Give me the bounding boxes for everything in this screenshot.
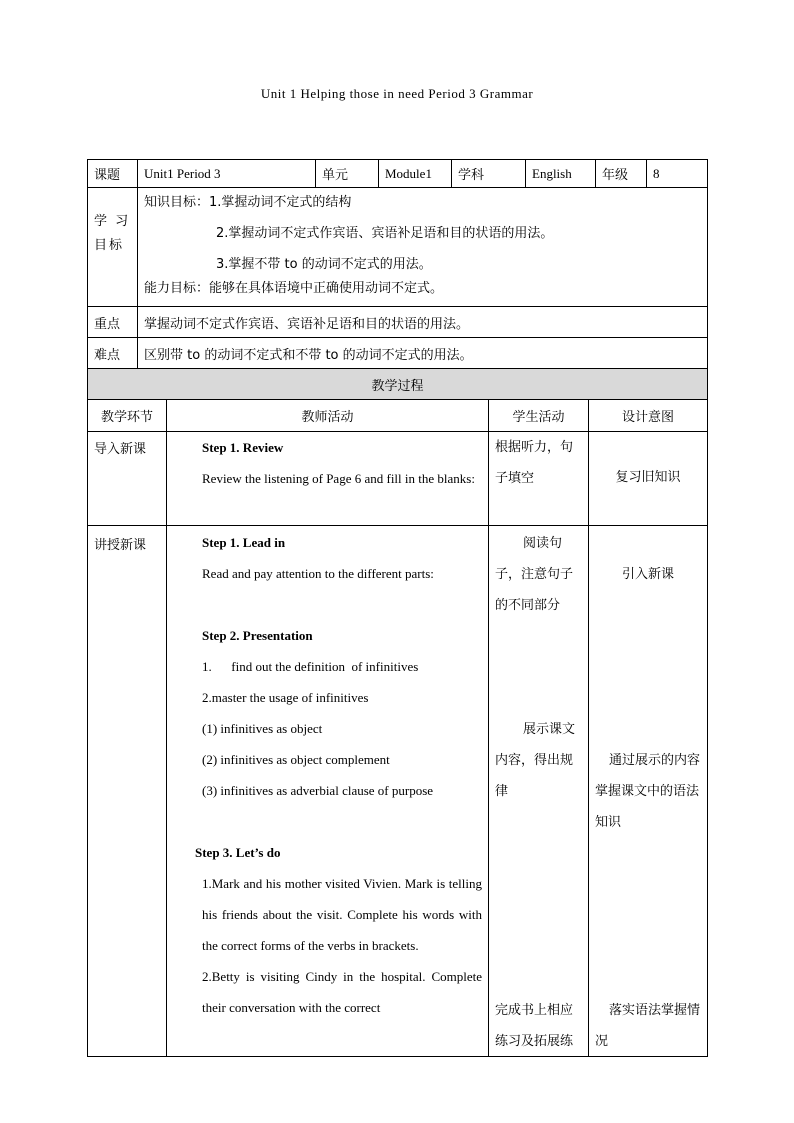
student-activity-2: 展示课文内容，得出规律 <box>495 722 576 799</box>
step1-title: Step 1. Lead in <box>202 535 286 550</box>
difficulty-row <box>88 338 707 369</box>
goal-line: 2.掌握动词不定式作宾语、宾语补足语和目的状语的用法。 <box>216 226 554 241</box>
lesson-plan-table <box>87 159 708 1057</box>
step3-item: 1.Mark and his mother visited Vivien. Mark is telling his friends about the visit. Complete his words with the correct forms of the verbs in brackets. <box>202 876 482 953</box>
new-lesson-row <box>88 526 707 1056</box>
intent-2: 通过展示的内容掌握课文中的语法知识 <box>595 753 701 830</box>
step3-item: 2.Betty is visiting Cindy in the hospital. Complete their conversation with the correct <box>202 969 482 1015</box>
col-intent: 设计意图 <box>621 410 674 425</box>
step1-line: Read and pay attention to the different parts: <box>202 566 434 581</box>
column-header-row <box>88 400 707 432</box>
grade-value: 8 <box>653 165 660 181</box>
new-teacher <box>167 526 489 1056</box>
topic-label: 课题 <box>88 160 138 187</box>
key-point-label: 重点 <box>88 307 138 337</box>
goals-content <box>138 188 707 306</box>
subject-value: English <box>526 160 596 187</box>
goal-line: 知识目标：1.掌握动词不定式的结构 <box>144 195 352 210</box>
header-row <box>88 160 707 188</box>
step2-line: 1. find out the definition of infinitives <box>202 659 419 674</box>
step2-line: (2) infinitives as object complement <box>202 752 390 767</box>
step3-title: Step 3. Let’s do <box>195 845 281 860</box>
process-header: 教学过程 <box>88 369 707 400</box>
step2-line: 2.master the usage of infinitives <box>202 690 369 705</box>
intent-1: 引入新课 <box>621 567 674 582</box>
goal-line: 能力目标：能够在具体语境中正确使用动词不定式。 <box>144 281 444 296</box>
goals-label: 学 习 目标 <box>88 188 138 306</box>
intro-teacher-line: Review the listening of Page 6 and fill in the blanks: <box>202 471 475 486</box>
intro-step: Step 1. Review <box>202 440 284 455</box>
key-point-text: 掌握动词不定式作宾语、宾语补足语和目的状语的用法。 <box>144 316 470 332</box>
goal-line: 3.掌握不带 to 的动词不定式的用法。 <box>216 257 432 272</box>
key-point-row <box>88 307 707 338</box>
goals-row <box>88 188 707 307</box>
intro-stage: 导入新课 <box>88 432 167 525</box>
grade-label: 年级 <box>596 160 647 187</box>
intro-teacher <box>167 432 489 525</box>
step2-title: Step 2. Presentation <box>202 628 313 643</box>
document-title: Unit 1 Helping those in need Period 3 Grammar <box>260 86 534 101</box>
subject-label: 学科 <box>452 160 526 187</box>
step2-line: (3) infinitives as adverbial clause of purpose <box>202 783 434 798</box>
unit-label: 单元 <box>316 160 379 187</box>
intro-row <box>88 432 707 526</box>
difficulty-text: 区别带 to 的动词不定式和不带 to 的动词不定式的用法。 <box>144 347 473 363</box>
col-stage: 教学环节 <box>88 400 167 431</box>
col-student: 学生活动 <box>489 400 589 431</box>
col-teacher: 教师活动 <box>167 400 489 431</box>
step2-line: (1) infinitives as object <box>202 721 323 736</box>
unit-value: Module1 <box>379 160 452 187</box>
student-activity-3: 完成书上相应练习及拓展练 <box>495 1003 574 1049</box>
student-activity-1: 阅读句子，注意句子的不同部分 <box>495 536 574 613</box>
new-intent <box>589 526 707 1056</box>
topic-value: Unit1 Period 3 <box>138 160 316 187</box>
intent-3: 落实语法掌握情况 <box>595 1003 701 1049</box>
new-stage: 讲授新课 <box>88 526 167 1056</box>
intro-intent: 复习旧知识 <box>615 470 681 485</box>
difficulty-label: 难点 <box>88 338 138 368</box>
intro-student: 根据听力，句子填空 <box>489 432 589 525</box>
new-student <box>489 526 589 1056</box>
